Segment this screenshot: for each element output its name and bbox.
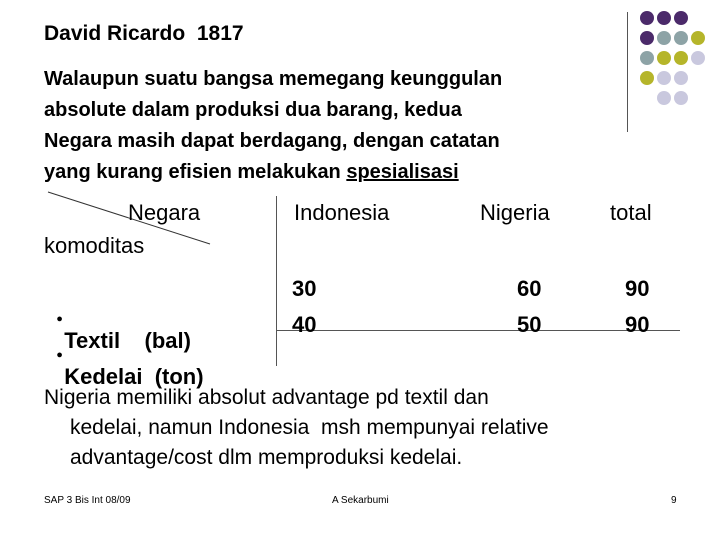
cell-kedelai-total: 90 (625, 312, 650, 337)
slide-title: David Ricardo 1817 (44, 22, 244, 45)
decorative-dot (674, 91, 688, 105)
bullet-icon: ● (56, 349, 63, 361)
decorative-dot (674, 51, 688, 65)
decorative-dot (640, 11, 654, 25)
decorative-dot (657, 71, 671, 85)
footer-author: A Sekarbumi (332, 495, 389, 506)
cell-kedelai-indonesia: 40 (292, 312, 317, 337)
note-line-3: advantage/cost dlm memproduksi kedelai. (70, 446, 463, 469)
decorative-dot (657, 11, 671, 25)
table-row (44, 312, 204, 390)
note-line-2: kedelai, namun Indonesia msh mempunyai relative (70, 416, 549, 439)
bullet-icon: ● (56, 313, 63, 325)
underlined-term: spesialisasi (346, 161, 459, 183)
decorative-divider (627, 12, 628, 132)
decorative-dot (674, 11, 688, 25)
intro-line-3: Negara masih dapat berdagang, dengan catatan (44, 130, 500, 152)
decorative-dot (640, 51, 654, 65)
decorative-dot (691, 31, 705, 45)
footer-course: SAP 3 Bis Int 08/09 (44, 495, 131, 506)
decorative-dot (691, 51, 705, 65)
note-line-1: Nigeria memiliki absolut advantage pd textil dan (44, 386, 489, 409)
page-number: 9 (671, 495, 677, 506)
decorative-dot (657, 91, 671, 105)
cell-textil-nigeria: 60 (517, 276, 542, 301)
table-row-divider (276, 330, 680, 331)
decorative-dot (640, 31, 654, 45)
decorative-dot (657, 31, 671, 45)
cell-kedelai-nigeria: 50 (517, 312, 542, 337)
column-header-total: total (610, 200, 652, 225)
decorative-dot (674, 31, 688, 45)
cell-textil-indonesia: 30 (292, 276, 317, 301)
decorative-dot (640, 71, 654, 85)
column-header-nigeria: Nigeria (480, 200, 550, 225)
corner-header-negara: Negara (128, 200, 201, 225)
intro-paragraph (44, 64, 502, 188)
intro-line-1: Walaupun suatu bangsa memegang keunggulan (44, 68, 503, 90)
intro-line-2: absolute dalam produksi dua barang, kedua (44, 99, 462, 121)
intro-line-4: yang kurang efisien melakukan spesialisasi (44, 161, 459, 183)
column-header-indonesia: Indonesia (294, 200, 390, 225)
row-label-textil: Textil (bal) (64, 328, 191, 353)
decorative-dot (657, 51, 671, 65)
conclusion-note (44, 383, 549, 473)
decorative-dot-grid (640, 10, 720, 130)
table-column-divider (276, 196, 277, 366)
cell-textil-total: 90 (625, 276, 650, 301)
decorative-dot (674, 71, 688, 85)
row-label-kedelai: Kedelai (ton) (64, 364, 204, 389)
corner-header-komoditas: komoditas (44, 233, 145, 258)
